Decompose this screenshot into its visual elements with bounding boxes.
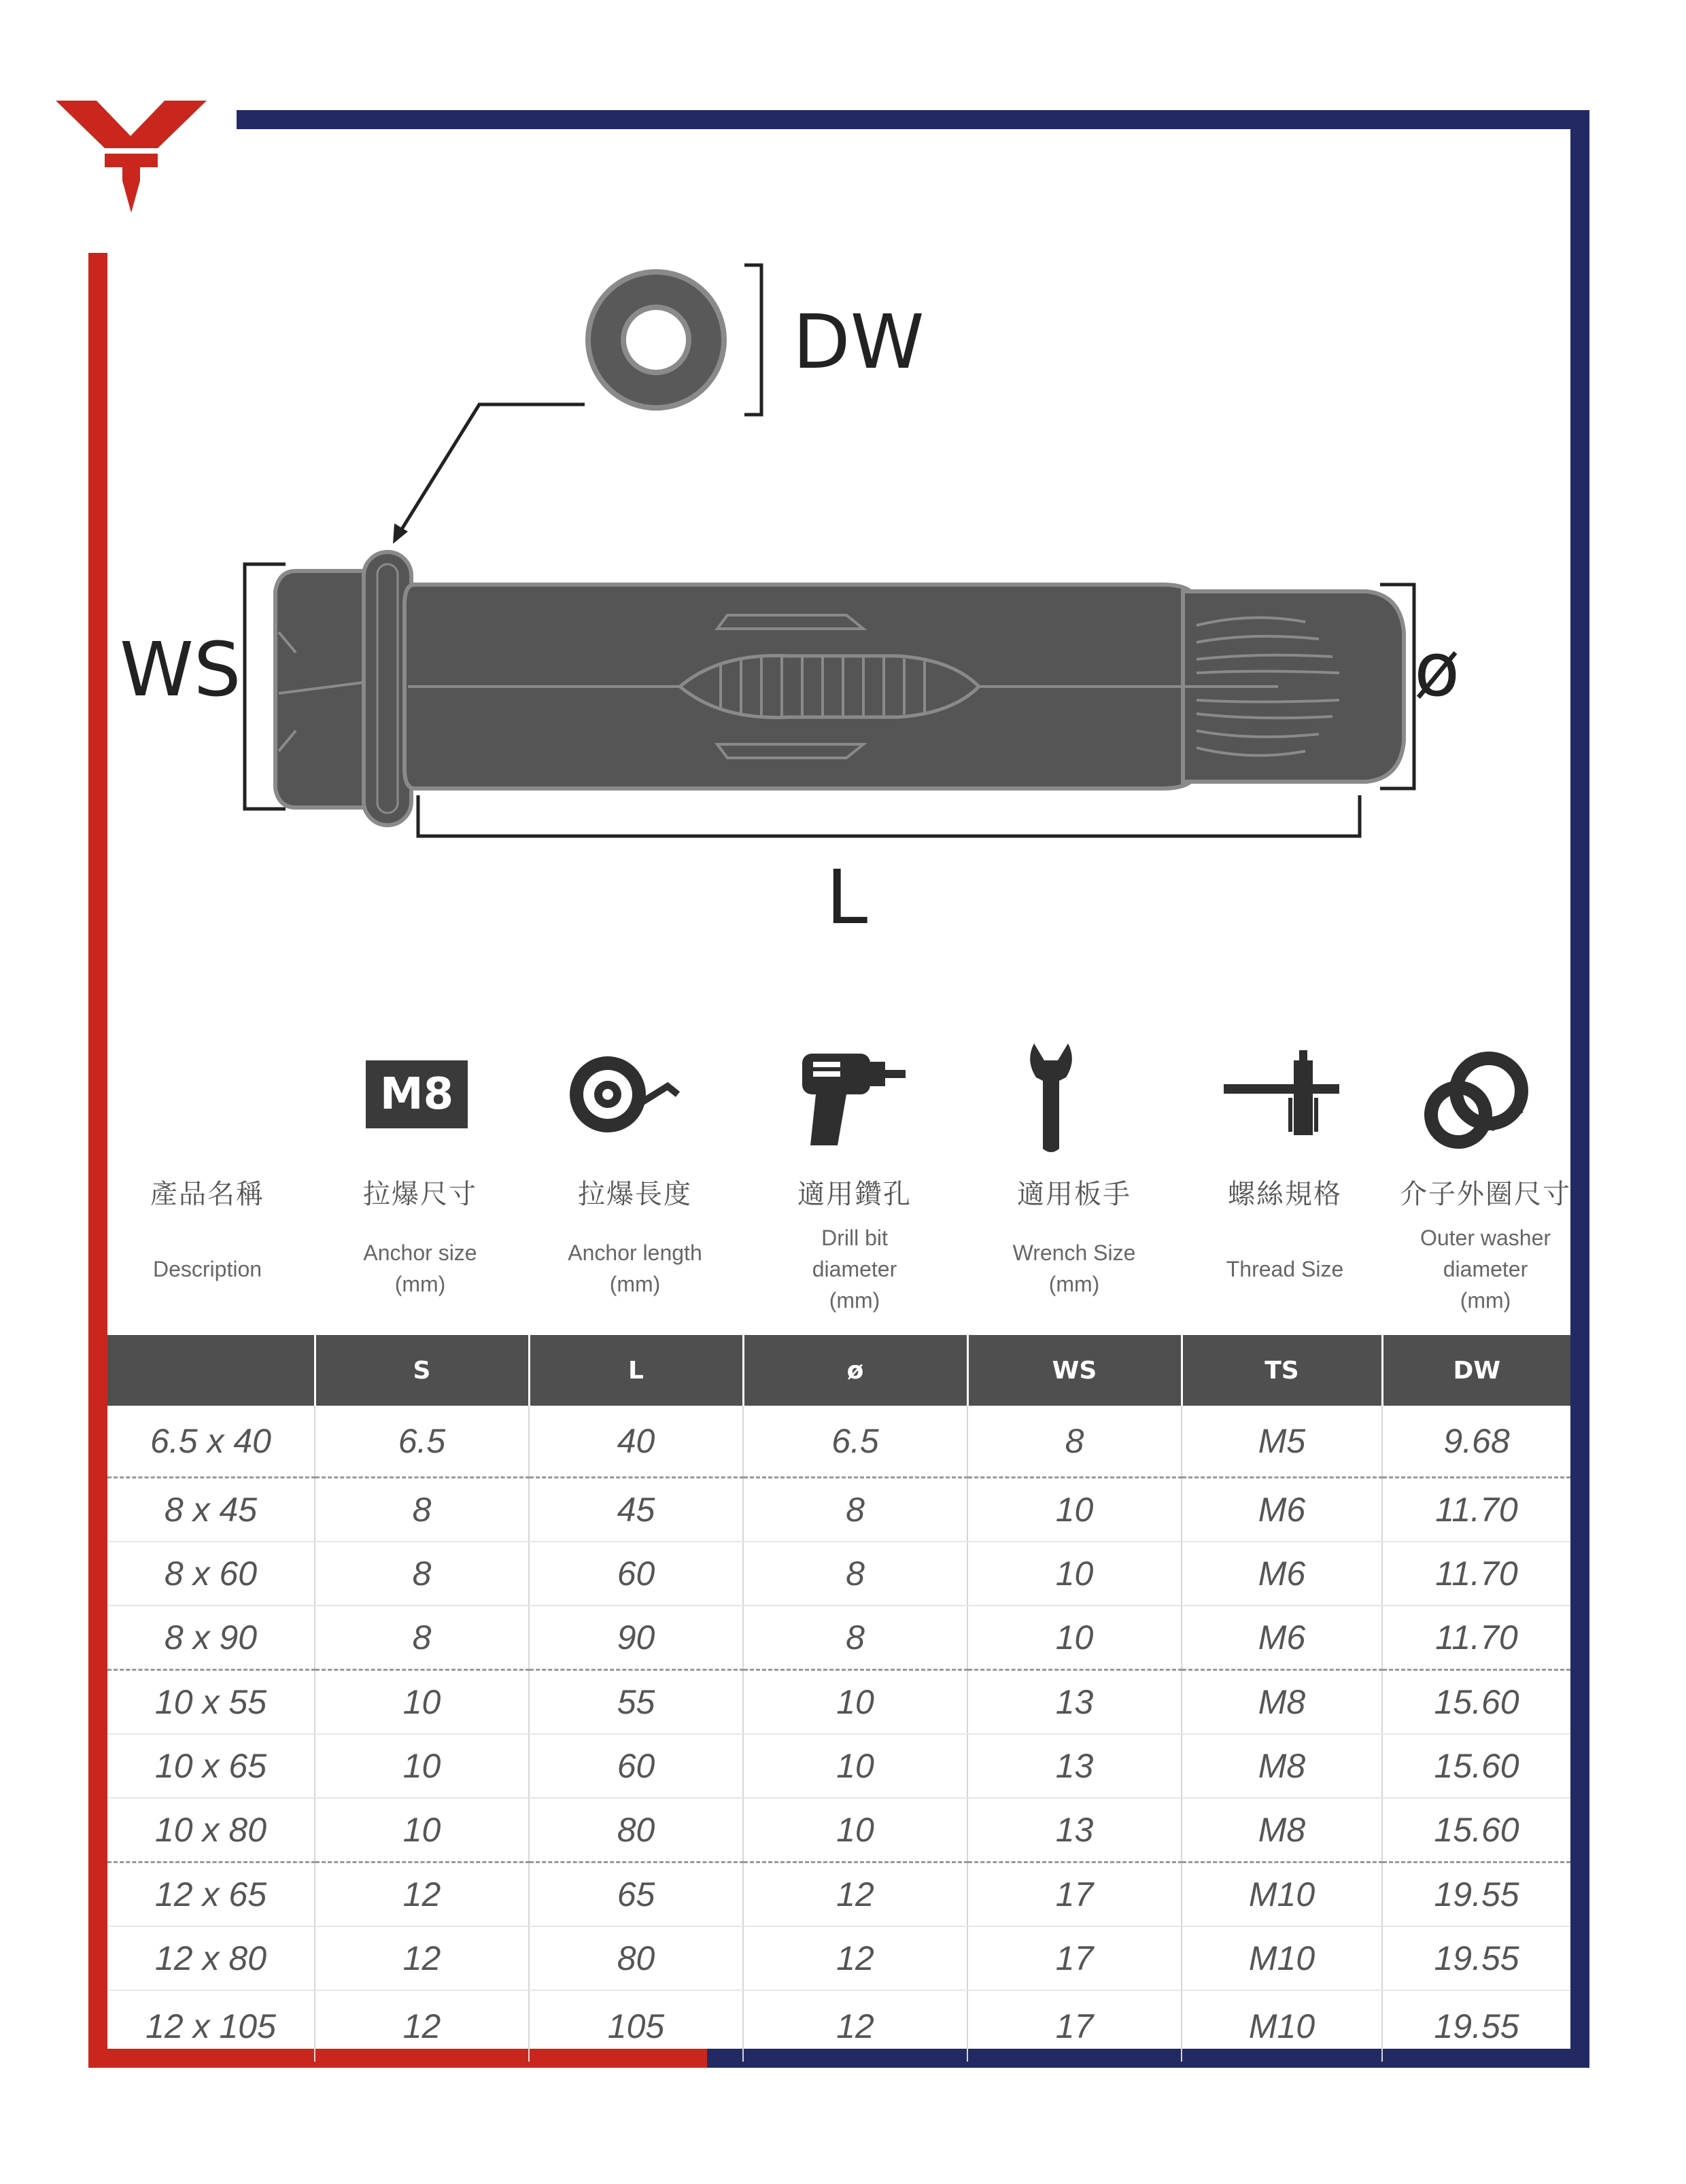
table-row (107, 1798, 1570, 1862)
drill-bit-unit-label: (mm) (829, 1288, 880, 1313)
table-cell: 55 (529, 1670, 743, 1735)
table-cell: 12 (743, 1990, 967, 2062)
brand-logo (56, 101, 207, 216)
table-cell: M10 (1182, 1926, 1382, 1990)
size-tag-icon: M8 (366, 1060, 468, 1128)
length-label: L (826, 854, 868, 941)
table-cell: 65 (529, 1862, 743, 1927)
length-bracket (418, 795, 1360, 836)
table-cell: 10 x 65 (107, 1734, 315, 1798)
table-cell: 8 (743, 1606, 967, 1670)
anchor-size-unit-label: (mm) (394, 1272, 446, 1296)
table-cell: 8 x 60 (107, 1542, 315, 1606)
header-cell-l: L (529, 1335, 743, 1406)
table-cell: M6 (1182, 1606, 1382, 1670)
table-cell: 10 (743, 1734, 967, 1798)
table-cell: 8 x 45 (107, 1478, 315, 1542)
table-cell: 11.70 (1382, 1606, 1570, 1670)
table-cell: 13 (967, 1798, 1182, 1862)
header-cell-ws: WS (967, 1335, 1182, 1406)
header-cell-dw: DW (1382, 1335, 1570, 1406)
col-anchor-size-heading (315, 1173, 526, 1300)
table-cell: 13 (967, 1734, 1182, 1798)
table-cell: 10 (743, 1670, 967, 1735)
wrench-size-zh-label: 適用板手 (1017, 1179, 1131, 1210)
table-cell: 8 (743, 1542, 967, 1606)
table-cell: 9.68 (1382, 1406, 1570, 1478)
table-cell: 80 (529, 1926, 743, 1990)
washer-diameter-en-label: Outer washer (1420, 1226, 1551, 1250)
table-cell: 8 (315, 1542, 529, 1606)
table-cell: 15.60 (1382, 1670, 1570, 1735)
col-drill-bit-heading (749, 1173, 960, 1316)
table-row (107, 1478, 1570, 1542)
table-cell: 12 x 80 (107, 1926, 315, 1990)
table-cell: 19.55 (1382, 1926, 1570, 1990)
table-cell: M6 (1182, 1542, 1382, 1606)
header-cell-ts: TS (1182, 1335, 1382, 1406)
col-washer-diameter-heading (1373, 1173, 1598, 1316)
table-cell: M8 (1182, 1670, 1382, 1735)
washers-icon (1421, 1050, 1530, 1152)
table-cell: 12 x 65 (107, 1862, 315, 1927)
table-row (107, 1990, 1570, 2062)
col-description-heading (102, 1173, 313, 1285)
table-cell: 19.55 (1382, 1862, 1570, 1927)
table-cell: 19.55 (1382, 1990, 1570, 2062)
header-cell-description (107, 1335, 315, 1406)
table-cell: 10 (967, 1478, 1182, 1542)
table-cell: 17 (967, 1862, 1182, 1927)
table-cell: 10 (315, 1734, 529, 1798)
table-cell: 45 (529, 1478, 743, 1542)
table-cell: 12 (743, 1862, 967, 1927)
description-zh-label: 產品名稱 (150, 1179, 264, 1210)
table-cell: 40 (529, 1406, 743, 1478)
col-anchor-length-heading (530, 1173, 740, 1300)
anchor-length-en-label: Anchor length (568, 1241, 702, 1265)
table-cell: 12 x 105 (145, 2007, 276, 2045)
table-cell: 12 (315, 1990, 529, 2062)
wrench-size-en-label: Wrench Size (1012, 1241, 1136, 1265)
table-cell: 12 (315, 1926, 529, 1990)
table-row (107, 1542, 1570, 1606)
col-wrench-size-heading (969, 1173, 1180, 1300)
washer-diameter-unit-label: (mm) (1460, 1288, 1511, 1313)
col-thread-size-heading (1180, 1173, 1390, 1285)
frame-left-bar (88, 253, 107, 2068)
washer-diameter-zh-label: 介子外圈尺寸 (1400, 1179, 1571, 1210)
table-cell: 10 (743, 1798, 967, 1862)
tape-measure-icon (566, 1052, 688, 1141)
table-row (107, 1734, 1570, 1798)
table-cell: 11.70 (1382, 1478, 1570, 1542)
description-en-label: Description (152, 1257, 262, 1281)
table-cell: 60 (529, 1734, 743, 1798)
table-cell: 10 x 80 (107, 1798, 315, 1862)
table-cell: 60 (529, 1542, 743, 1606)
header-cell-diameter: ø (743, 1335, 967, 1406)
table-cell: 8 (315, 1478, 529, 1542)
table-cell: 6.5 x 40 (107, 1406, 315, 1478)
sleeve-drawing (405, 585, 1197, 788)
table-cell: 80 (529, 1798, 743, 1862)
header-cell-s: S (315, 1335, 529, 1406)
table-cell: M5 (1182, 1406, 1382, 1478)
table-cell: M8 (1182, 1734, 1382, 1798)
table-cell: 15.60 (1382, 1734, 1570, 1798)
thread-size-en-label: Thread Size (1226, 1257, 1344, 1281)
thread-size-zh-label: 螺絲規格 (1228, 1179, 1342, 1210)
table-cell: M6 (1182, 1478, 1382, 1542)
anchor-length-unit-label: (mm) (609, 1272, 661, 1296)
frame-top-bar (237, 110, 1589, 129)
table-cell: M10 (1182, 1990, 1382, 2062)
table-cell: 90 (529, 1606, 743, 1670)
table-cell: 8 (315, 1606, 529, 1670)
table-row (107, 1606, 1570, 1670)
table-cell: 10 (967, 1542, 1182, 1606)
caliper-icon (1220, 1047, 1343, 1149)
table-cell: 8 x 90 (107, 1606, 315, 1670)
washer-diameter-en-label-2: diameter (1443, 1257, 1528, 1281)
anchor-length-zh-label: 拉爆長度 (578, 1179, 692, 1210)
table-cell: 10 (967, 1606, 1182, 1670)
spec-table (107, 1335, 1570, 2062)
dw-label: DW (793, 298, 925, 385)
washer-drawing (588, 272, 724, 408)
table-row (107, 1670, 1570, 1735)
table-cell: 8 (743, 1478, 967, 1542)
table-cell: 6.5 (743, 1406, 967, 1478)
table-row (107, 1862, 1570, 1927)
table-header-row (107, 1335, 1570, 1406)
wrench-icon (1024, 1040, 1078, 1156)
diameter-label: ø (1414, 626, 1460, 713)
table-row (107, 1406, 1570, 1478)
table-cell: 13 (967, 1670, 1182, 1735)
table-cell: 11.70 (1382, 1542, 1570, 1606)
table-cell: 10 (315, 1670, 529, 1735)
wrench-size-unit-label: (mm) (1048, 1272, 1100, 1296)
dw-bracket (744, 265, 761, 415)
table-cell: 10 (315, 1798, 529, 1862)
drill-bit-zh-label: 適用鑽孔 (797, 1179, 912, 1210)
drill-bit-en-label: Drill bit (821, 1226, 888, 1250)
table-cell: 8 (967, 1406, 1182, 1478)
drill-bit-en-label-2: diameter (812, 1257, 897, 1281)
table-cell: 15.60 (1382, 1798, 1570, 1862)
table-cell: 105 (529, 1990, 743, 2062)
table-cell: 12 (743, 1926, 967, 1990)
table-cell: 17 (967, 1990, 1182, 2062)
drill-icon (795, 1047, 911, 1149)
anchor-size-en-label: Anchor size (363, 1241, 477, 1265)
table-cell: M8 (1182, 1798, 1382, 1862)
table-row (107, 1926, 1570, 1990)
table-cell: 10 x 55 (107, 1670, 315, 1735)
table-cell: M10 (1182, 1862, 1382, 1927)
ws-label: WS (120, 626, 241, 713)
table-cell: 17 (967, 1926, 1182, 1990)
table-cell: 6.5 (315, 1406, 529, 1478)
washer-pointer-line (401, 404, 585, 530)
anchor-size-zh-label: 拉爆尺寸 (363, 1179, 477, 1210)
frame-right-bar (1570, 110, 1589, 2068)
table-cell: 12 (315, 1862, 529, 1927)
